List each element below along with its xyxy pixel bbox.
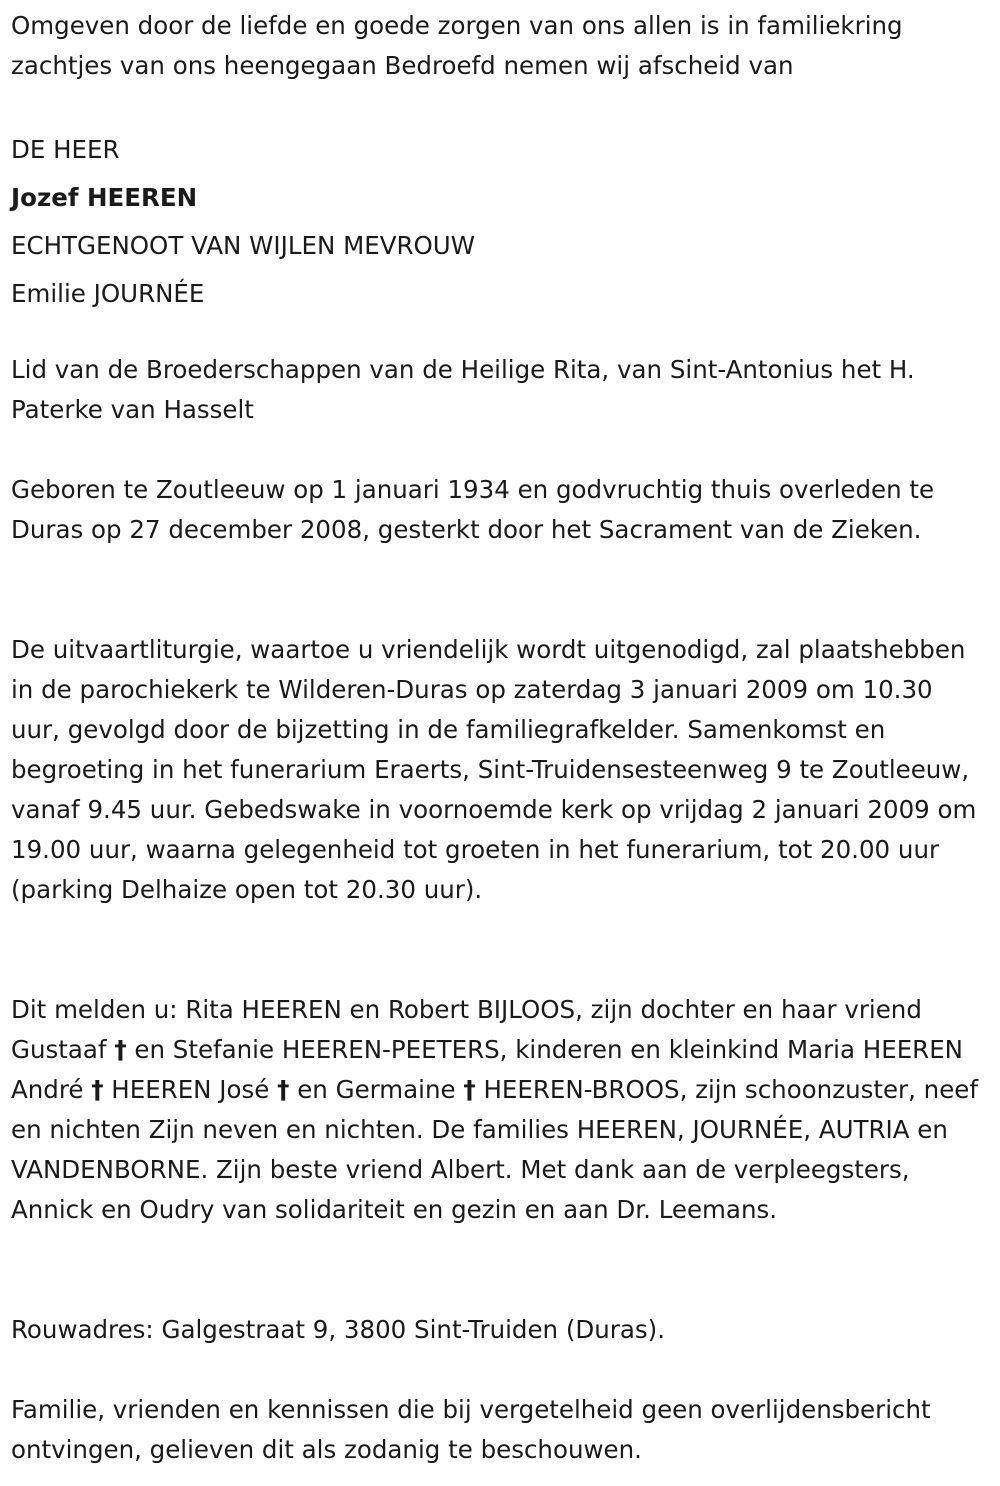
membership-paragraph: Lid van de Broederschappen van de Heilige Rita, van Sint-Antonius het H. Paterke van Hasselt	[11, 355, 915, 424]
family-text-1: Dit melden u: Rita HEEREN en Robert BIJLOOS, zijn dochter en haar vriend Gustaaf	[11, 995, 922, 1064]
deceased-name: Jozef HEEREN	[11, 183, 198, 212]
intro-paragraph: Omgeven door de liefde en goede zorgen van ons allen is in familiekring zachtjes van ons heengegaan Bedroefd nemen wij afscheid van	[11, 11, 903, 80]
family-paragraph	[11, 990, 986, 1230]
family-text-2: en Stefanie HEEREN-PEETERS, kinderen en kleinkind Maria HEEREN André	[11, 1035, 964, 1104]
cross-icon: †	[277, 1075, 290, 1104]
birth-death-paragraph: Geboren te Zoutleeuw op 1 januari 1934 en godvruchtig thuis overleden te Duras op 27 december 2008, gesterkt door het Sacrament van de Zieken.	[11, 475, 935, 544]
spouse-name: Emilie JOURNÉE	[11, 279, 205, 308]
closing-paragraph: Familie, vrienden en kennissen die bij vergetelheid geen overlijdensbericht ontvingen, gelieven dit als zodanig te beschouwen.	[11, 1395, 931, 1464]
family-text-3: HEEREN José	[111, 1075, 270, 1104]
deceased-title-block	[11, 126, 986, 318]
title-prefix: DE HEER	[11, 135, 120, 164]
family-text-5: HEEREN-BROOS, zijn schoonzuster, neef en nichten Zijn neven en nichten. De families HEEREN, JOURNÉE, AUTRIA en VANDENBORNE. Zijn beste vriend Albert. Met dank aan de verpleegsters, Annick en Oudry van solidariteit en gezin en aan Dr. Leemans.	[11, 1075, 978, 1224]
cross-icon: †	[463, 1075, 476, 1104]
spouse-line: ECHTGENOOT VAN WIJLEN MEVROUW	[11, 231, 475, 260]
cross-icon: †	[91, 1075, 104, 1104]
funeral-paragraph: De uitvaartliturgie, waartoe u vriendelijk wordt uitgenodigd, zal plaatshebben in de parochiekerk te Wilderen-Duras op zaterdag 3 januari 2009 om 10.30 uur, gevolgd door de bijzetting in de familiegrafkelder. Samenkomst en begroeting in het funerarium Eraerts, Sint-Truidensesteenweg 9 te Zoutleeuw, vanaf 9.45 uur. Gebedswake in voornoemde kerk op vrijdag 2 januari 2009 om 19.00 uur, waarna gelegenheid tot groeten in het funerarium, tot 20.00 uur (parking Delhaize open tot 20.30 uur).	[11, 635, 977, 904]
cross-icon: †	[114, 1035, 127, 1064]
mourning-address: Rouwadres: Galgestraat 9, 3800 Sint-Truiden (Duras).	[11, 1315, 665, 1344]
family-text-4: en Germaine	[297, 1075, 456, 1104]
